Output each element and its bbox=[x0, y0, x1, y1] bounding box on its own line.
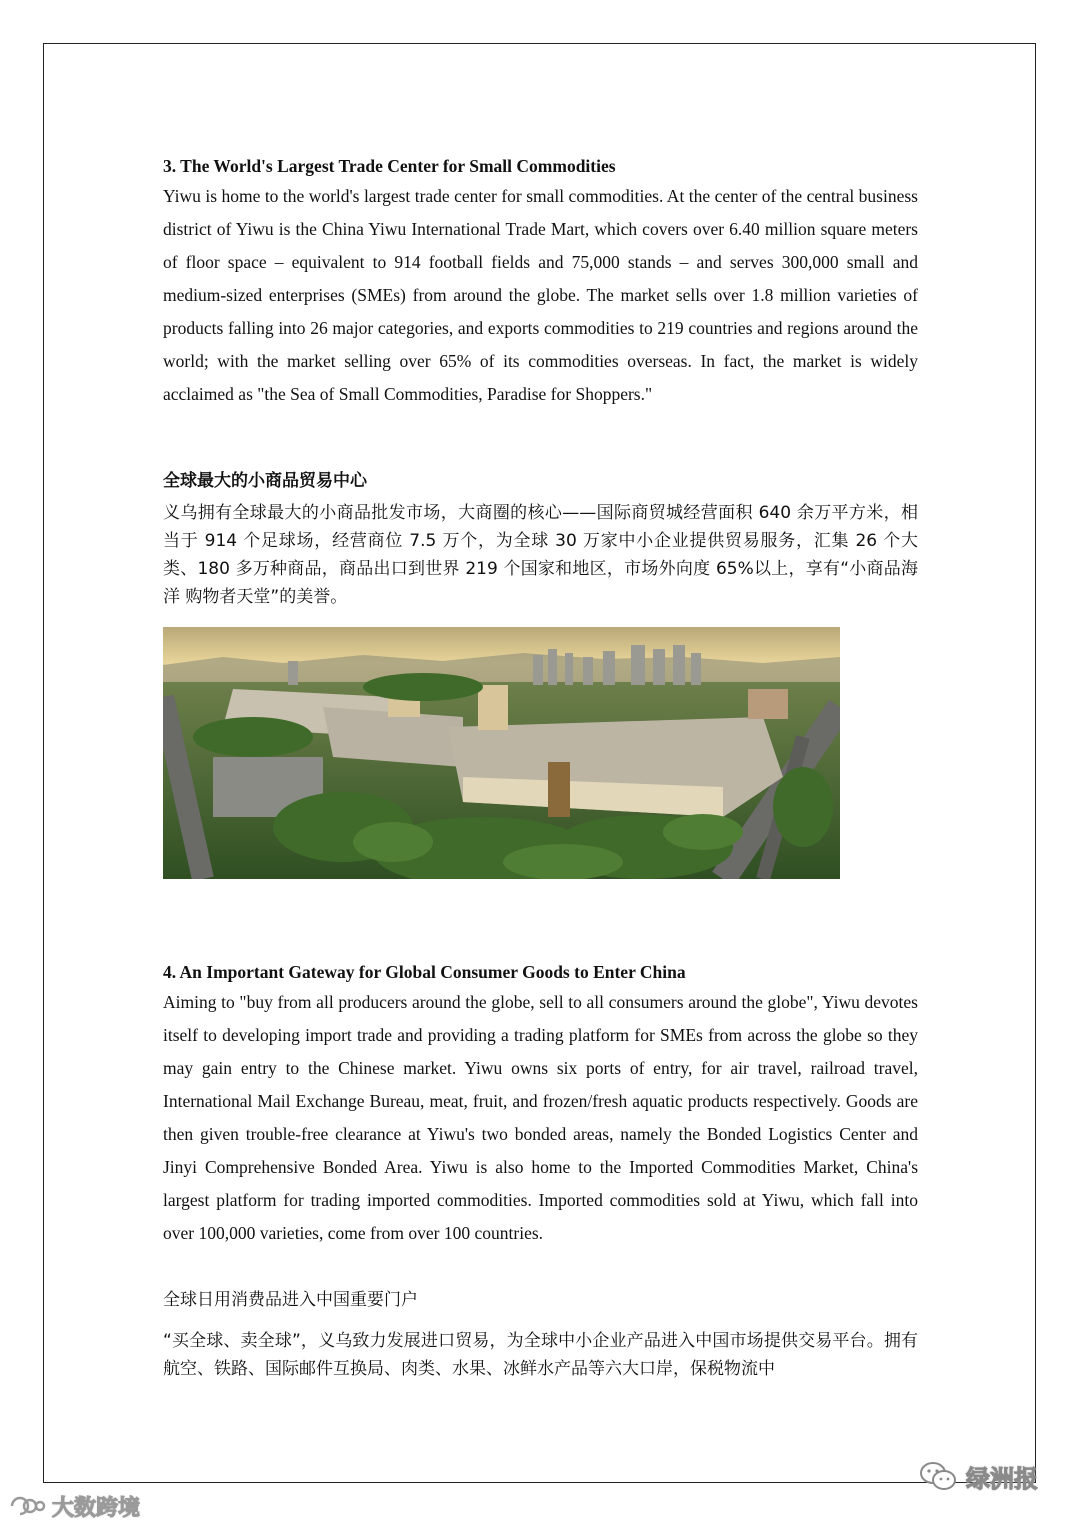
section-3-english bbox=[163, 152, 918, 411]
section-4-chinese bbox=[163, 1286, 918, 1383]
wechat-icon bbox=[918, 1459, 958, 1493]
section-4-english bbox=[163, 958, 918, 1250]
watermark-right bbox=[918, 1458, 1038, 1494]
section-3-paragraph: Yiwu is home to the world's largest trade center for small commodities. At the center of the central business district of Yiwu is the China Yiwu International Trade Mart, which covers over 6.40 million square meters of floor space – equivalent to 914 football fields and 75,000 stands – and serves 300,000 small and medium-sized enterprises (SMEs) from around the globe. The market sells over 1.8 million varieties of products falling into 26 major categories, and exports commodities to 219 countries and regions around the world; with the market selling over 65% of its commodities overseas. In fact, the market is widely acclaimed as "the Sea of Small Commodities, Paradise for Shoppers." bbox=[163, 186, 918, 404]
watermark-left-text: 大数跨境 bbox=[52, 1495, 141, 1521]
section-4-paragraph-zh: “买全球、卖全球”，义乌致力发展进口贸易，为全球中小企业产品进入中国市场提供交易平台。拥有航空、铁路、国际邮件互换局、肉类、水果、冰鲜水产品等六大口岸，保税物流中 bbox=[163, 1331, 918, 1379]
section-4-paragraph: Aiming to "buy from all producers around the globe, sell to all consumers around the globe", Yiwu devotes itself to developing import trade and providing a trading platform for SMEs from across the globe so they may gain entry to the Chinese market. Yiwu owns six ports of entry, for air travel, railroad travel, International Mail Exchange Bureau, meat, fruit, and frozen/fresh aquatic products respectively. Goods are then given trouble-free clearance at Yiwu's two bonded areas, namely the Bonded Logistics Center and Jinyi Comprehensive Bonded Area. Yiwu is also home to the Imported Commodities Market, China's largest platform for trading imported commodities. Imported commodities sold at Yiwu, which fall into over 100,000 varieties, come from over 100 countries. bbox=[163, 992, 918, 1243]
watermark-left bbox=[8, 1491, 140, 1521]
section-4-heading-zh: 全球日用消费品进入中国重要门户 bbox=[163, 1290, 418, 1310]
section-3-heading: 3. The World's Largest Trade Center for Small Commodities bbox=[163, 156, 616, 176]
trade-mart-aerial-photo bbox=[163, 627, 840, 879]
watermark-right-text: 绿洲报 bbox=[966, 1464, 1038, 1493]
section-3-paragraph-zh: 义乌拥有全球最大的小商品批发市场，大商圈的核心——国际商贸城经营面积 640 余万平方米，相当于 914 个足球场，经营商位 7.5 万个，为全球 30 万家中小企业提供贸易服务，汇集 26 个大类、180 多万种商品，商品出口到世界 219 个国家和地区，市场外向度 65%以上，享有“小商品海洋 购物者天堂”的美誉。 bbox=[163, 503, 918, 607]
aerial-photo-illustration bbox=[163, 627, 840, 879]
brand-logo-icon bbox=[8, 1494, 46, 1518]
section-3-heading-zh: 全球最大的小商品贸易中心 bbox=[163, 471, 367, 491]
section-4-heading: 4. An Important Gateway for Global Consumer Goods to Enter China bbox=[163, 962, 686, 982]
section-3-chinese bbox=[163, 467, 918, 611]
